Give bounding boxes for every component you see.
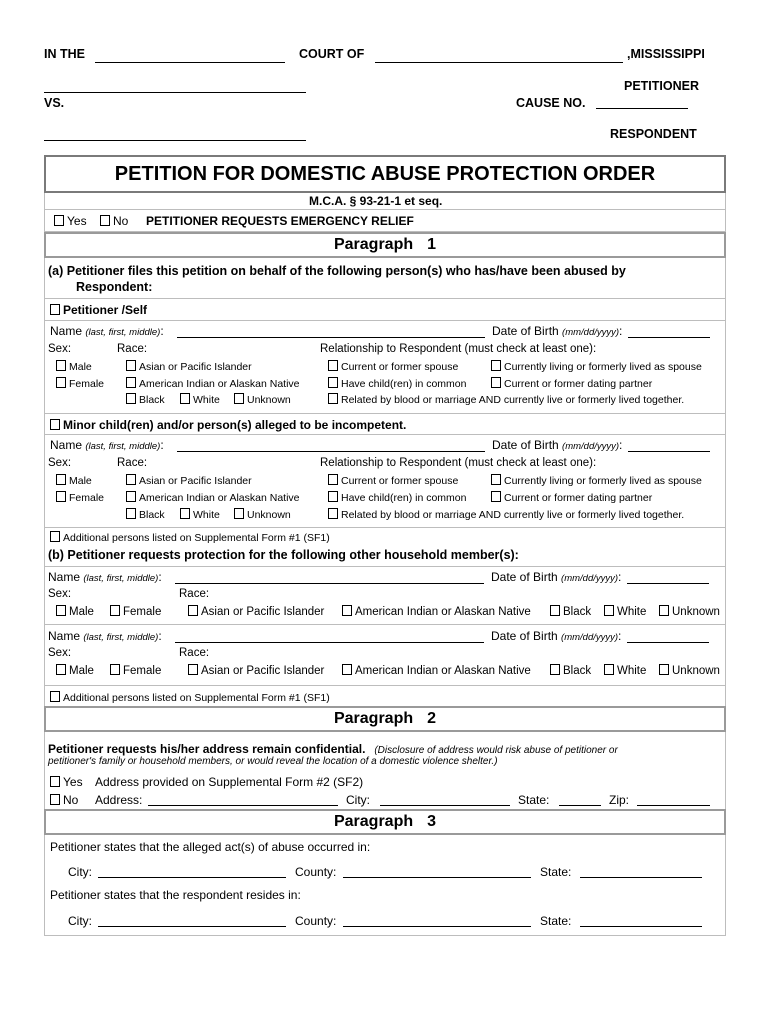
checkbox-icon[interactable]: [126, 474, 136, 485]
section-b-text: (b) Petitioner requests protection for the following other household member(s):: [48, 548, 519, 562]
state-label: ,MISSISSIPPI: [627, 47, 705, 61]
american-indian-option-3[interactable]: [342, 605, 531, 618]
dob-hint: (mm/dd/yyyy): [562, 327, 620, 338]
respondent-name-line[interactable]: [44, 140, 306, 141]
name-hint: (last, first, middle): [85, 327, 161, 338]
dob-field-4[interactable]: [627, 642, 709, 643]
american-indian-label: American Indian or Alaskan Native: [355, 665, 531, 677]
male-label: Male: [69, 475, 92, 487]
petitioner-name-line[interactable]: [44, 92, 306, 93]
black-option-3[interactable]: [550, 605, 591, 618]
spouse-option-1[interactable]: [328, 360, 458, 373]
checkbox-icon[interactable]: [328, 360, 338, 371]
vs-label: VS.: [44, 96, 65, 110]
emergency-yes[interactable]: [54, 214, 87, 228]
black-label: Black: [139, 394, 165, 406]
checkbox-icon[interactable]: [50, 304, 60, 315]
sex-label-2: Sex:: [48, 457, 72, 469]
court-name-line[interactable]: [95, 62, 285, 63]
section-a-text: (a) Petitioner files this petition on behalf of the following person(s) who has/have been abused by: [48, 264, 626, 278]
american-indian-option-4[interactable]: [342, 664, 531, 677]
unknown-label: Unknown: [247, 509, 291, 521]
city-label: City:: [346, 793, 370, 807]
checkbox-icon[interactable]: [659, 664, 669, 675]
emergency-yes-label: Yes: [67, 214, 87, 228]
name-label: Name: [50, 324, 83, 338]
petitioner-self-label: Petitioner /Self: [63, 303, 148, 317]
checkbox-icon[interactable]: [50, 776, 60, 787]
state-field-label: State:: [518, 793, 550, 807]
minor-option[interactable]: [50, 418, 406, 432]
children-option-1[interactable]: [328, 377, 466, 390]
unknown-label: Unknown: [672, 606, 720, 618]
male-option-2[interactable]: [56, 474, 92, 487]
section-a-text-2: Respondent:: [76, 280, 153, 294]
living-spouse-label: Currently living or formerly lived as spouse: [504, 361, 702, 373]
paragraph-2-number: 2: [427, 710, 437, 727]
spouse-label: Current or former spouse: [341, 361, 459, 373]
unknown-option-3[interactable]: [659, 605, 720, 618]
form-title: PETITION FOR DOMESTIC ABUSE PROTECTION ORDER: [44, 155, 726, 193]
male-label: Male: [69, 665, 94, 677]
checkbox-icon[interactable]: [126, 393, 136, 404]
living-spouse-label: Currently living or formerly lived as spouse: [504, 475, 702, 487]
checkbox-icon[interactable]: [328, 393, 338, 404]
address-yes-option[interactable]: [50, 775, 83, 789]
paragraph-3-word: Paragraph: [333, 813, 414, 830]
abuse-location-text: Petitioner states that the alleged act(s) of abuse occurred in:: [50, 840, 371, 854]
name-hint: (last, first, middle): [83, 573, 159, 584]
sex-label-3: Sex:: [48, 588, 72, 600]
relationship-label-1: Relationship to Respondent (must check at least one):: [320, 343, 597, 355]
american-indian-label: American Indian or Alaskan Native: [355, 606, 531, 618]
resides-county-field[interactable]: [343, 926, 531, 927]
cause-no-line[interactable]: [596, 108, 688, 109]
race-label-2: Race:: [117, 457, 148, 469]
dob-hint: (mm/dd/yyyy): [561, 573, 619, 584]
checkbox-icon[interactable]: [126, 508, 136, 519]
relationship-label-2: Relationship to Respondent (must check at least one):: [320, 457, 597, 469]
white-option-1[interactable]: [180, 393, 220, 406]
unknown-label: Unknown: [247, 394, 291, 406]
black-option-2[interactable]: [126, 508, 165, 521]
respondent-label: RESPONDENT: [610, 127, 697, 141]
state-field[interactable]: [559, 805, 601, 806]
checkbox-icon[interactable]: [491, 360, 501, 371]
zip-label: Zip:: [609, 793, 630, 807]
additional-persons-option-1[interactable]: [50, 531, 330, 544]
checkbox-icon[interactable]: [50, 419, 60, 430]
cause-no-label: CAUSE NO.: [516, 96, 586, 110]
checkbox-icon[interactable]: [491, 377, 501, 388]
related-option-2[interactable]: [328, 508, 684, 521]
checkbox-icon[interactable]: [110, 605, 120, 616]
spouse-label: Current or former spouse: [341, 475, 459, 487]
address-sf2-text: Address provided on Supplemental Form #2 (SF2): [95, 775, 364, 789]
checkbox-icon[interactable]: [56, 491, 66, 502]
court-of-label: COURT OF: [299, 47, 365, 61]
dob-label: Date of Birth: [491, 570, 558, 584]
checkbox-icon[interactable]: [491, 491, 501, 502]
paragraph-2-heading: [44, 706, 726, 732]
female-option-3[interactable]: [110, 605, 161, 618]
checkbox-icon[interactable]: [328, 491, 338, 502]
name-field-4[interactable]: [175, 642, 484, 643]
address-yes-label: Yes: [63, 775, 83, 789]
abuse-county-label: County:: [295, 865, 337, 879]
female-label: Female: [123, 665, 162, 677]
checkbox-icon[interactable]: [56, 664, 66, 675]
dating-label: Current or former dating partner: [504, 492, 653, 504]
white-label: White: [617, 606, 647, 618]
female-option-1[interactable]: [56, 377, 104, 390]
checkbox-icon[interactable]: [328, 377, 338, 388]
additional-persons-label: Additional persons listed on Supplemental Form #1 (SF1): [63, 532, 330, 544]
address-field[interactable]: [148, 805, 338, 806]
unknown-option-4[interactable]: [659, 664, 720, 677]
divider: [44, 320, 726, 321]
american-indian-option-2[interactable]: [126, 491, 300, 504]
dob-label-4: Date of Birth (mm/dd/yyyy):: [491, 629, 622, 643]
paragraph-3-heading: [44, 809, 726, 835]
dob-label: Date of Birth: [491, 629, 558, 643]
minor-label: Minor child(ren) and/or person(s) alleged to be incompetent.: [63, 418, 407, 432]
checkbox-icon[interactable]: [234, 508, 244, 519]
children-label: Have child(ren) in common: [341, 492, 467, 504]
checkbox-icon[interactable]: [54, 215, 64, 226]
checkbox-icon[interactable]: [188, 605, 198, 616]
male-option-1[interactable]: [56, 360, 92, 373]
female-label: Female: [69, 492, 105, 504]
checkbox-icon[interactable]: [328, 474, 338, 485]
confidential-italic-2: petitioner's family or household members, or would reveal the location of a domestic violence shelter.): [48, 756, 498, 767]
female-option-2[interactable]: [56, 491, 104, 504]
asian-option-2[interactable]: [126, 474, 252, 487]
black-label: Black: [563, 665, 592, 677]
american-indian-label: American Indian or Alaskan Native: [139, 378, 300, 390]
race-label-4: Race:: [179, 647, 210, 659]
abuse-county-field[interactable]: [343, 877, 531, 878]
name-field-1[interactable]: [177, 337, 485, 338]
checkbox-icon[interactable]: [100, 215, 110, 226]
black-label: Black: [563, 606, 592, 618]
emergency-no-label: No: [113, 214, 129, 228]
white-label: White: [193, 509, 220, 521]
paragraph-3-number: 3: [427, 813, 437, 830]
white-option-3[interactable]: [604, 605, 646, 618]
checkbox-icon[interactable]: [50, 531, 60, 542]
address-label: Address:: [95, 793, 143, 807]
checkbox-icon[interactable]: [180, 508, 190, 519]
american-indian-option-1[interactable]: [126, 377, 300, 390]
black-label: Black: [139, 509, 165, 521]
name-label: Name: [50, 438, 83, 452]
resides-city-field[interactable]: [98, 926, 286, 927]
related-label: Related by blood or marriage AND currently live or formerly lived together.: [341, 509, 685, 521]
name-hint: (last, first, middle): [83, 632, 159, 643]
dating-option-1[interactable]: [491, 377, 652, 390]
name-label-3: Name (last, first, middle):: [48, 570, 162, 584]
checkbox-icon[interactable]: [50, 691, 60, 702]
divider: [44, 685, 726, 686]
name-field-3[interactable]: [175, 583, 484, 584]
emergency-label: PETITIONER REQUESTS EMERGENCY RELIEF: [146, 214, 414, 228]
dob-label-3: Date of Birth (mm/dd/yyyy):: [491, 570, 622, 584]
petitioner-label: PETITIONER: [624, 79, 700, 93]
checkbox-icon[interactable]: [56, 377, 66, 388]
name-hint: (last, first, middle): [85, 441, 161, 452]
additional-persons-option-2[interactable]: [50, 691, 330, 704]
checkbox-icon[interactable]: [50, 794, 60, 805]
children-option-2[interactable]: [328, 491, 466, 504]
checkbox-icon[interactable]: [56, 605, 66, 616]
white-label: White: [193, 394, 220, 406]
asian-option-1[interactable]: [126, 360, 252, 373]
male-option-4[interactable]: [56, 664, 94, 677]
living-spouse-option-1[interactable]: [491, 360, 702, 373]
petitioner-self-option[interactable]: [50, 303, 147, 317]
checkbox-icon[interactable]: [342, 664, 352, 675]
dob-label: Date of Birth: [492, 438, 559, 452]
confidential-italic-1: (Disclosure of address would risk abuse of petitioner or: [374, 745, 618, 756]
race-label-3: Race:: [179, 588, 210, 600]
abuse-city-field[interactable]: [98, 877, 286, 878]
paragraph-2-word: Paragraph: [333, 710, 414, 727]
dob-field-3[interactable]: [627, 583, 709, 584]
female-label: Female: [123, 606, 162, 618]
address-no-label: No: [63, 793, 79, 807]
male-label: Male: [69, 361, 92, 373]
asian-option-4[interactable]: [188, 664, 324, 677]
female-option-4[interactable]: [110, 664, 161, 677]
dob-label-1: Date of Birth (mm/dd/yyyy):: [492, 324, 623, 338]
divider: [44, 566, 726, 567]
asian-label: Asian or Pacific Islander: [201, 665, 325, 677]
dob-field-1[interactable]: [628, 337, 710, 338]
name-label-2: Name (last, first, middle):: [50, 438, 164, 452]
name-label: Name: [48, 570, 81, 584]
zip-field[interactable]: [637, 805, 710, 806]
city-field[interactable]: [380, 805, 510, 806]
american-indian-label: American Indian or Alaskan Native: [139, 492, 300, 504]
checkbox-icon[interactable]: [110, 664, 120, 675]
paragraph-1-word: Paragraph: [333, 236, 414, 253]
divider: [44, 298, 726, 299]
related-label: Related by blood or marriage AND currently live or formerly lived together.: [341, 394, 685, 406]
checkbox-icon[interactable]: [126, 377, 136, 388]
abuse-state-label: State:: [540, 865, 572, 879]
dating-option-2[interactable]: [491, 491, 652, 504]
dob-hint: (mm/dd/yyyy): [561, 632, 619, 643]
checkbox-icon[interactable]: [56, 474, 66, 485]
checkbox-icon[interactable]: [56, 360, 66, 371]
dating-label: Current or former dating partner: [504, 378, 653, 390]
divider: [44, 624, 726, 625]
address-no-option[interactable]: [50, 793, 78, 807]
spouse-option-2[interactable]: [328, 474, 458, 487]
sex-label-1: Sex:: [48, 343, 72, 355]
related-option-1[interactable]: [328, 393, 684, 406]
checkbox-icon[interactable]: [188, 664, 198, 675]
race-label-1: Race:: [117, 343, 148, 355]
dob-field-2[interactable]: [628, 451, 710, 452]
county-line[interactable]: [375, 62, 623, 63]
asian-label: Asian or Pacific Islander: [139, 361, 252, 373]
checkbox-icon[interactable]: [234, 393, 244, 404]
emergency-no[interactable]: [100, 214, 128, 228]
male-label: Male: [69, 606, 94, 618]
checkbox-icon[interactable]: [550, 664, 560, 675]
checkbox-icon[interactable]: [604, 605, 614, 616]
name-label: Name: [48, 629, 81, 643]
checkbox-icon[interactable]: [659, 605, 669, 616]
asian-label: Asian or Pacific Islander: [139, 475, 252, 487]
dob-label: Date of Birth: [492, 324, 559, 338]
paragraph-1-heading: [44, 232, 726, 258]
unknown-label: Unknown: [672, 665, 720, 677]
confidential-bold: Petitioner requests his/her address remain confidential.: [48, 742, 366, 756]
children-label: Have child(ren) in common: [341, 378, 467, 390]
resides-state-field[interactable]: [580, 926, 702, 927]
abuse-city-label: City:: [68, 865, 92, 879]
checkbox-icon[interactable]: [491, 474, 501, 485]
unknown-option-1[interactable]: [234, 393, 291, 406]
black-option-4[interactable]: [550, 664, 591, 677]
living-spouse-option-2[interactable]: [491, 474, 702, 487]
black-option-1[interactable]: [126, 393, 165, 406]
white-option-4[interactable]: [604, 664, 646, 677]
unknown-option-2[interactable]: [234, 508, 291, 521]
resides-state-label: State:: [540, 914, 572, 928]
name-label-1: Name (last, first, middle):: [50, 324, 164, 338]
white-label: White: [617, 665, 647, 677]
checkbox-icon[interactable]: [604, 664, 614, 675]
checkbox-icon[interactable]: [126, 491, 136, 502]
divider: [44, 527, 726, 528]
asian-option-3[interactable]: [188, 605, 324, 618]
name-label-4: Name (last, first, middle):: [48, 629, 162, 643]
dob-hint: (mm/dd/yyyy): [562, 441, 620, 452]
checkbox-icon[interactable]: [180, 393, 190, 404]
divider: [44, 434, 726, 435]
asian-label: Asian or Pacific Islander: [201, 606, 325, 618]
dob-label-2: Date of Birth (mm/dd/yyyy):: [492, 438, 623, 452]
checkbox-icon[interactable]: [342, 605, 352, 616]
checkbox-icon[interactable]: [550, 605, 560, 616]
name-field-2[interactable]: [177, 451, 485, 452]
female-label: Female: [69, 378, 105, 390]
white-option-2[interactable]: [180, 508, 220, 521]
paragraph-1-number: 1: [427, 236, 437, 253]
abuse-state-field[interactable]: [580, 877, 702, 878]
resides-city-label: City:: [68, 914, 92, 928]
resides-county-label: County:: [295, 914, 337, 928]
male-option-3[interactable]: [56, 605, 94, 618]
resides-text: Petitioner states that the respondent resides in:: [50, 888, 301, 902]
checkbox-icon[interactable]: [126, 360, 136, 371]
divider: [44, 413, 726, 414]
sex-label-4: Sex:: [48, 647, 72, 659]
citation: M.C.A. § 93-21-1 et seq.: [309, 194, 443, 208]
checkbox-icon[interactable]: [328, 508, 338, 519]
additional-persons-label: Additional persons listed on Supplemental Form #1 (SF1): [63, 692, 330, 704]
in-the-label: IN THE: [44, 47, 85, 61]
